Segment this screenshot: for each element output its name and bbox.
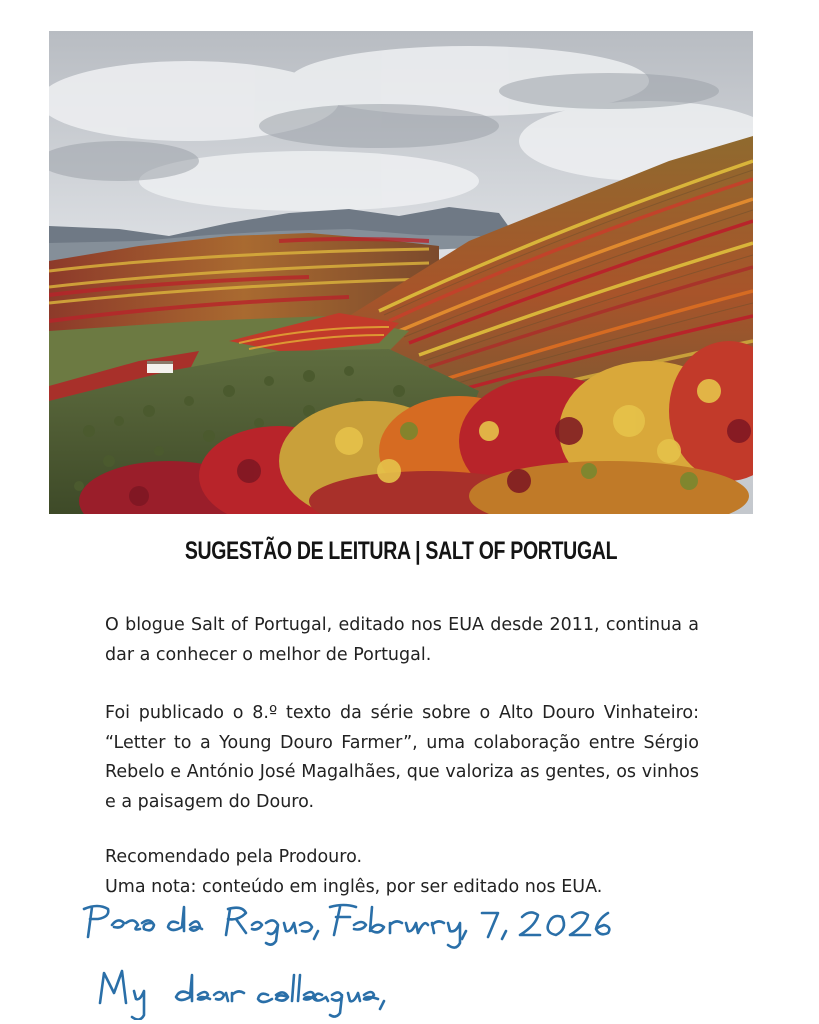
paragraph-recommendation (105, 843, 699, 902)
vineyard-landscape-illustration (49, 31, 753, 514)
paragraph-1-text: O blogue Salt of Portugal, editado nos EUA desde 2011, continua a dar a conhecer o melhor de Portugal. (105, 615, 699, 665)
article-title: SUGESTÃO DE LEITURA | SALT OF PORTUGAL (184, 537, 618, 565)
hero-image (49, 31, 753, 514)
paragraph-2-text: Foi publicado o 8.º texto da série sobre o Alto Douro Vinhateiro: “Letter to a Young Douro Farmer”, uma colaboração entre Sérgio Rebelo e António José Magalhães, que valoriza as gentes, os vinhos e a paisagem do Douro. (105, 703, 699, 812)
paragraph-3-line-2: Uma nota: conteúdo em inglês, por ser editado nos EUA. (105, 876, 603, 897)
paragraph-intro (105, 611, 699, 670)
handwritten-letter-opening (78, 895, 738, 1020)
paragraph-3-line-1: Recomendado pela Prodouro. (105, 847, 363, 867)
handwriting-scribble (78, 895, 738, 1020)
paragraph-publication (105, 699, 699, 817)
